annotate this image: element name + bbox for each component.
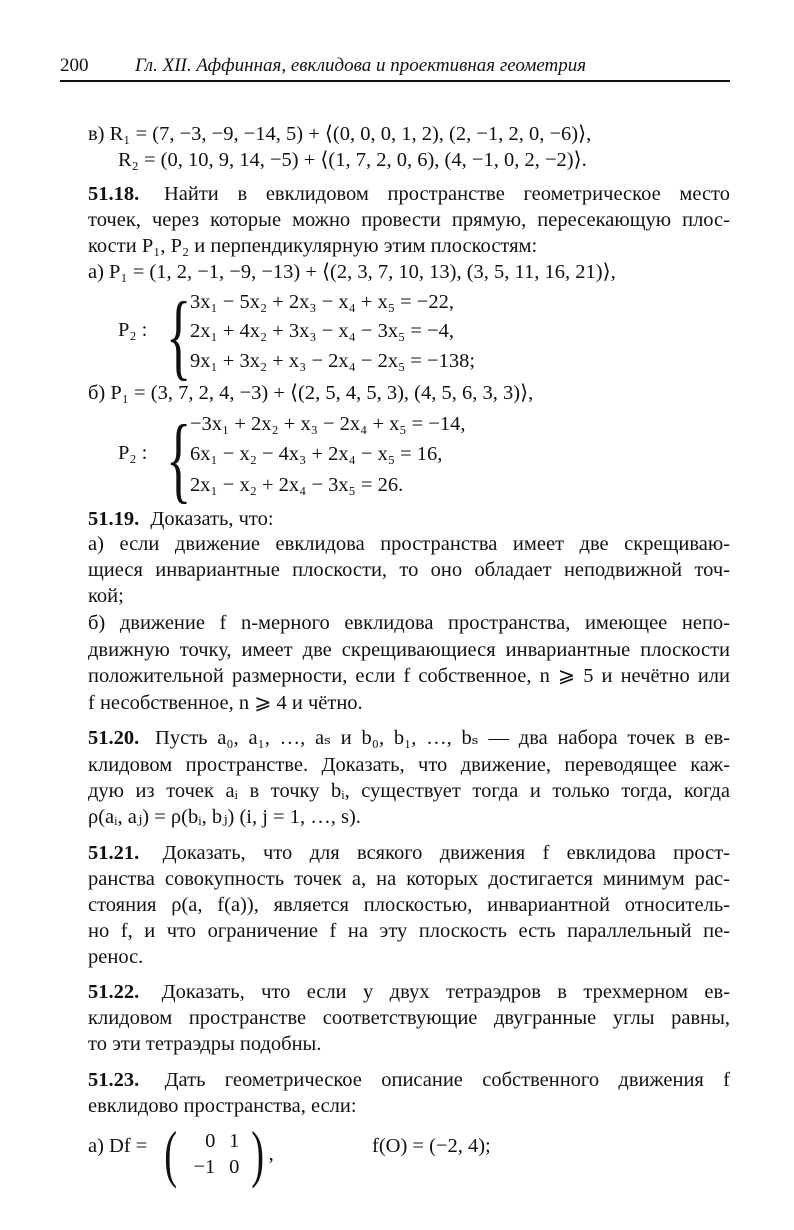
line-text: f несобственное, n ⩾ 4 и чётно. <box>88 692 363 714</box>
line-text: 9x₁ + 3x₂ + x₃ − 2x₄ − 2x₅ = −138; <box>190 350 476 372</box>
problem-number: 51.18. <box>88 183 140 205</box>
line-text: 6x₁ − x₂ − 4x₃ + 2x₄ − x₅ = 16, <box>190 443 443 465</box>
text-line <box>88 691 363 715</box>
problem-line <box>88 1068 730 1092</box>
running-title: Гл. XII. Аффинная, евклидова и проективная геометрия <box>135 55 587 76</box>
matrix <box>160 1118 274 1189</box>
text-line <box>88 260 616 284</box>
line-text: но f, и что ограничение f на эту плоскость есть параллельный пе- <box>88 920 730 942</box>
text-line <box>88 558 730 582</box>
line-text: кости P₁, P₂ и перпендикулярную этим плоскостям: <box>88 235 538 257</box>
line-text: стояния ρ(a, f(a)), является плоскостью, инвариантной относитель- <box>88 894 730 916</box>
line-text: точек, через которые можно провести прямую, пересекающую плос- <box>88 209 730 231</box>
text-line <box>88 664 730 688</box>
brace-b: { <box>166 405 192 512</box>
text-line <box>88 638 730 662</box>
text-line <box>88 611 730 635</box>
matrix-cell: 1 <box>229 1130 240 1152</box>
text-line <box>88 1006 730 1030</box>
line-text: клидовом пространстве соответствующие двугранные углы равны, <box>88 1007 730 1029</box>
text-line <box>190 319 454 343</box>
formula-prefix: а) Df = <box>88 1135 148 1157</box>
problem-line <box>88 841 730 865</box>
line-text: в) R₁ = (7, −3, −9, −14, 5) + ⟨(0, 0, 0, 1, 2), (2, −1, 2, 0, −6)⟩, <box>88 123 592 145</box>
text-line <box>88 208 730 232</box>
line-text: ранства совокупность точек a, на которых достигается минимум рас- <box>88 868 730 890</box>
text-line <box>88 779 730 803</box>
text-line <box>88 532 730 556</box>
text-line <box>88 805 361 829</box>
line-text: 3x₁ − 5x₂ + 2x₃ − x₄ + x₅ = −22, <box>190 291 454 313</box>
line-text: Доказать, что для всякого движения f евклидова прост- <box>162 842 731 864</box>
text-line <box>88 919 730 943</box>
line-text: движную точку, имеет две скрещивающиеся инвариантные плоскости <box>88 639 730 661</box>
text-line <box>88 867 730 891</box>
text-line <box>88 945 143 969</box>
line-text: Доказать, что: <box>150 508 274 530</box>
text-line <box>88 584 124 608</box>
line-text: Дать геометрическое описание собственного движения f <box>164 1069 730 1091</box>
line-text: а) если движение евклидова пространства имеет две скрещиваю- <box>88 533 730 555</box>
line-text: а) P₁ = (1, 2, −1, −9, −13) + ⟨(2, 3, 7, 10, 13), (3, 5, 11, 16, 21)⟩, <box>88 261 616 283</box>
text-line <box>190 442 442 466</box>
problem-number: 51.21. <box>88 842 140 864</box>
text-line <box>88 753 730 777</box>
line-text: 2x₁ + 4x₂ + 3x₃ − x₄ − 3x₅ = −4, <box>190 320 454 342</box>
line-text: −3x₁ + 2x₂ + x₃ − 2x₄ + x₅ = −14, <box>190 413 466 435</box>
matrix-cell: −1 <box>193 1156 216 1178</box>
system-label-b: P₂ : <box>118 442 148 464</box>
problem-line <box>88 182 730 206</box>
text-line <box>88 122 591 146</box>
problem-line <box>88 980 730 1004</box>
text-line <box>88 893 730 917</box>
text-line <box>88 1032 321 1056</box>
line-text: клидовом пространстве. Доказать, что движение, переводящее каж- <box>88 754 730 776</box>
system-label-a: P₂ : <box>118 319 148 341</box>
line-text: то эти тетраэдры подобны. <box>88 1033 322 1055</box>
line-text: Доказать, что если у двух тетраэдров в трехмерном ев- <box>161 981 731 1003</box>
text-line <box>190 412 466 436</box>
problem-number: 51.19. <box>88 508 140 530</box>
line-text: ренос. <box>88 946 144 968</box>
problem-number: 51.23. <box>88 1069 140 1091</box>
condition: f(O) = (−2, 4); <box>372 1135 491 1157</box>
line-text: дую из точек aᵢ в точку bᵢ, существует тогда и только тогда, когда <box>88 780 730 802</box>
line-text: щиеся инвариантные плоскости, то оно обладает неподвижной точ- <box>88 559 730 581</box>
matrix-cell: 0 <box>229 1156 240 1178</box>
line-text: 2x₁ − x₂ + 2x₄ − 3x₅ = 26. <box>190 474 404 496</box>
line-text: Пусть a₀, a₁, …, aₛ и b₀, b₁, …, bₛ — два набора точек в ев- <box>155 727 731 749</box>
line-text: Найти в евклидовом пространстве геометрическое место <box>163 183 730 205</box>
line-text: евклидово пространства, если: <box>88 1095 357 1117</box>
brace-a: { <box>166 282 192 389</box>
text-line <box>88 234 537 258</box>
text-line <box>190 473 403 497</box>
left-paren: ( <box>164 1118 178 1189</box>
formula-comma: , <box>268 1142 274 1165</box>
line-text: R₂ = (0, 10, 9, 14, −5) + ⟨(1, 7, 2, 0, 6), (4, −1, 0, 2, −2)⟩. <box>118 149 587 171</box>
line-text: кой; <box>88 585 124 607</box>
text-line <box>118 148 587 172</box>
line-text: б) движение f n-мерного евклидова пространства, имеющее непо- <box>88 612 730 634</box>
text-line <box>88 381 533 405</box>
line-text: ρ(aᵢ, aⱼ) = ρ(bᵢ, bⱼ) (i, j = 1, …, s). <box>88 806 361 828</box>
text-line <box>190 290 454 314</box>
problem-number: 51.20. <box>88 727 140 749</box>
header-rule <box>60 80 730 82</box>
line-text: б) P₁ = (3, 7, 2, 4, −3) + ⟨(2, 5, 4, 5, 3), (4, 5, 6, 3, 3)⟩, <box>88 382 534 404</box>
problem-number: 51.22. <box>88 981 140 1003</box>
line-text: положительной размерности, если f собственное, n ⩾ 5 и нечётно или <box>88 665 730 687</box>
matrix-cell: 0 <box>205 1130 216 1152</box>
text-line <box>88 1094 357 1118</box>
right-paren: ) <box>251 1118 265 1189</box>
page-number: 200 <box>60 55 89 76</box>
text-line <box>190 349 475 373</box>
problem-line <box>88 726 730 750</box>
